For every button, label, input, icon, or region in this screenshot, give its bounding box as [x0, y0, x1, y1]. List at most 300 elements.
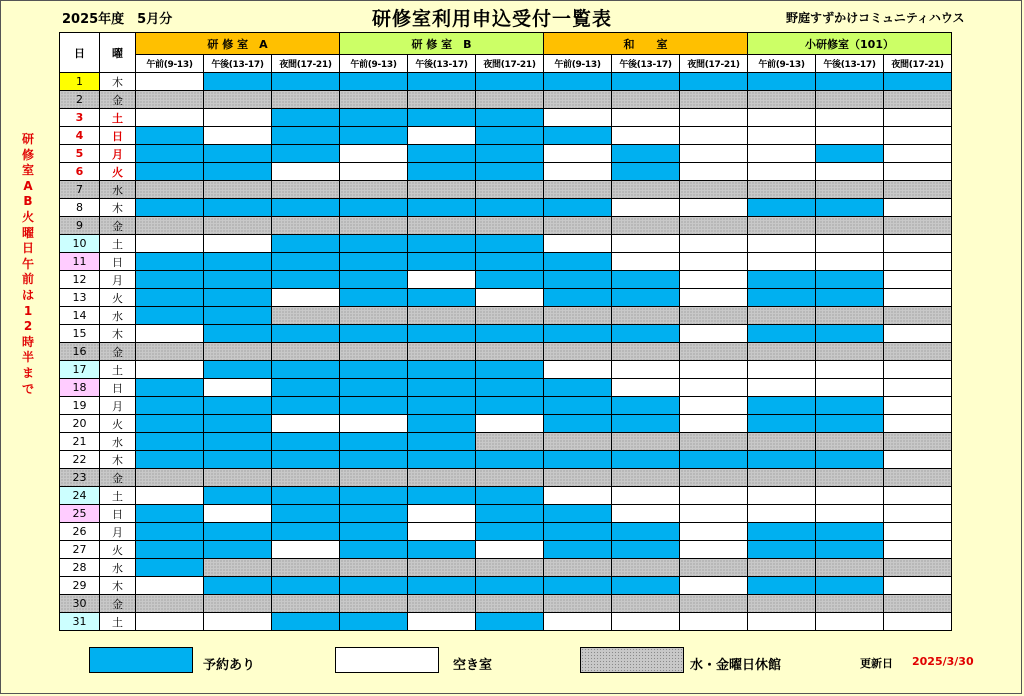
slot-cell: [748, 289, 816, 307]
day-cell: 3: [60, 109, 100, 127]
updated-label: 更新日: [860, 657, 893, 670]
table-row: [60, 595, 952, 613]
slot-cell: [204, 271, 272, 289]
slot-cell: [816, 73, 884, 91]
slot-cell: [816, 451, 884, 469]
slot-cell: [748, 451, 816, 469]
slot-cell: [816, 307, 884, 325]
slot-cell: [544, 181, 612, 199]
slot-cell: [680, 361, 748, 379]
slot-cell: [340, 271, 408, 289]
slot-cell: [204, 325, 272, 343]
slot-cell: [816, 559, 884, 577]
slot-cell: [408, 577, 476, 595]
slot-cell: [136, 361, 204, 379]
table-row: [60, 91, 952, 109]
slot-cell: [884, 433, 952, 451]
day-cell: 22: [60, 451, 100, 469]
weekday-cell: 火: [100, 541, 136, 559]
slot-cell: [476, 145, 544, 163]
slot-cell: [612, 415, 680, 433]
weekday-cell: 金: [100, 91, 136, 109]
weekday-cell: 水: [100, 181, 136, 199]
table-row: [60, 127, 952, 145]
slot-cell: [612, 469, 680, 487]
slot-cell: [680, 541, 748, 559]
weekday-cell: 木: [100, 451, 136, 469]
slot-cell: [544, 469, 612, 487]
slot-cell: [816, 145, 884, 163]
slot-cell: [204, 289, 272, 307]
day-cell: 21: [60, 433, 100, 451]
day-cell: 7: [60, 181, 100, 199]
weekday-cell: 木: [100, 199, 136, 217]
slot-cell: [816, 343, 884, 361]
day-cell: 25: [60, 505, 100, 523]
slot-cell: [544, 379, 612, 397]
legend-reserved-swatch: [89, 647, 193, 673]
slot-cell: [816, 541, 884, 559]
slot-cell: [816, 433, 884, 451]
slot-cell: [136, 145, 204, 163]
slot-cell: [272, 361, 340, 379]
slot-cell: [408, 109, 476, 127]
day-cell: 18: [60, 379, 100, 397]
slot-cell: [884, 235, 952, 253]
slot-cell: [544, 415, 612, 433]
slot-cell: [340, 487, 408, 505]
weekday-cell: 火: [100, 163, 136, 181]
slot-cell: [136, 415, 204, 433]
slot-cell: [136, 217, 204, 235]
slot-cell: [136, 559, 204, 577]
weekday-cell: 月: [100, 397, 136, 415]
weekday-cell: 水: [100, 559, 136, 577]
slot-cell: [816, 469, 884, 487]
slot-cell: [884, 361, 952, 379]
slot-cell: [748, 127, 816, 145]
slot-cell: [816, 379, 884, 397]
slot-cell: [408, 541, 476, 559]
page-title: 研修室利用申込受付一覧表: [372, 8, 613, 30]
day-cell: 1: [60, 73, 100, 91]
slot-cell: [544, 145, 612, 163]
slot-cell: [884, 325, 952, 343]
slot-cell: [544, 595, 612, 613]
slot-cell: [544, 541, 612, 559]
day-cell: 14: [60, 307, 100, 325]
slot-cell: [680, 199, 748, 217]
slot-cell: [204, 217, 272, 235]
slot-cell: [816, 127, 884, 145]
slot-cell: [748, 595, 816, 613]
slot-cell: [476, 523, 544, 541]
slot-cell: [204, 145, 272, 163]
slot-cell: [884, 271, 952, 289]
slot-cell: [272, 505, 340, 523]
slot-cell: [544, 289, 612, 307]
slot-cell: [612, 613, 680, 631]
slot-cell: [340, 217, 408, 235]
slot-cell: [612, 343, 680, 361]
table-row: [60, 163, 952, 181]
slot-cell: [136, 307, 204, 325]
slot-cell: [204, 235, 272, 253]
day-cell: 26: [60, 523, 100, 541]
table-row: [60, 307, 952, 325]
day-cell: 13: [60, 289, 100, 307]
slot-cell: [136, 343, 204, 361]
slot-cell: [272, 181, 340, 199]
slot-cell: [408, 415, 476, 433]
slot-cell: [340, 505, 408, 523]
slot-cell: [476, 163, 544, 181]
slot-cell: [680, 253, 748, 271]
legend-reserved-label: 予約あり: [203, 658, 256, 673]
slot-cell: [272, 145, 340, 163]
weekday-cell: 火: [100, 289, 136, 307]
slot-cell: [612, 307, 680, 325]
period-label: 2025年度 5月分: [62, 12, 173, 27]
slot-cell: [748, 469, 816, 487]
slot-cell: [816, 613, 884, 631]
legend-vacant-label: 空き室: [453, 658, 493, 673]
slot-cell: [884, 181, 952, 199]
table-row: [60, 73, 952, 91]
slot-cell: [408, 163, 476, 181]
slot-cell: [680, 469, 748, 487]
slot-header: 午後(13-17): [612, 55, 680, 73]
slot-cell: [340, 145, 408, 163]
slot-cell: [612, 109, 680, 127]
table-row: [60, 361, 952, 379]
slot-cell: [340, 235, 408, 253]
slot-cell: [272, 163, 340, 181]
slot-cell: [544, 235, 612, 253]
slot-cell: [204, 379, 272, 397]
weekday-cell: 土: [100, 109, 136, 127]
slot-cell: [204, 469, 272, 487]
weekday-cell: 火: [100, 415, 136, 433]
slot-cell: [544, 523, 612, 541]
slot-cell: [476, 487, 544, 505]
slot-cell: [816, 163, 884, 181]
slot-cell: [816, 577, 884, 595]
weekday-cell: 土: [100, 235, 136, 253]
slot-cell: [272, 325, 340, 343]
slot-cell: [204, 415, 272, 433]
slot-cell: [884, 127, 952, 145]
legend-closed-label: 水・金曜日休館: [690, 658, 782, 673]
day-cell: 24: [60, 487, 100, 505]
weekday-cell: 木: [100, 325, 136, 343]
day-column-header: 日: [60, 33, 100, 73]
slot-cell: [748, 325, 816, 343]
slot-cell: [612, 487, 680, 505]
slot-cell: [204, 433, 272, 451]
slot-cell: [272, 397, 340, 415]
slot-cell: [476, 289, 544, 307]
slot-cell: [408, 181, 476, 199]
slot-cell: [816, 415, 884, 433]
table-row: [60, 613, 952, 631]
slot-cell: [476, 307, 544, 325]
slot-cell: [204, 109, 272, 127]
slot-cell: [612, 505, 680, 523]
weekday-cell: 月: [100, 271, 136, 289]
slot-cell: [340, 541, 408, 559]
slot-cell: [544, 253, 612, 271]
slot-cell: [340, 361, 408, 379]
slot-cell: [408, 253, 476, 271]
slot-header: 午前(9-13): [748, 55, 816, 73]
slot-cell: [748, 379, 816, 397]
slot-cell: [408, 235, 476, 253]
slot-cell: [748, 217, 816, 235]
table-row: [60, 289, 952, 307]
slot-header: 午後(13-17): [204, 55, 272, 73]
slot-cell: [476, 613, 544, 631]
slot-cell: [884, 109, 952, 127]
slot-cell: [816, 181, 884, 199]
slot-cell: [204, 541, 272, 559]
slot-cell: [136, 91, 204, 109]
slot-cell: [340, 289, 408, 307]
slot-cell: [544, 433, 612, 451]
slot-cell: [136, 469, 204, 487]
slot-cell: [136, 127, 204, 145]
slot-cell: [476, 361, 544, 379]
slot-cell: [612, 253, 680, 271]
slot-header: 午後(13-17): [408, 55, 476, 73]
weekday-cell: 日: [100, 253, 136, 271]
slot-cell: [136, 577, 204, 595]
slot-cell: [476, 235, 544, 253]
slot-cell: [544, 343, 612, 361]
slot-cell: [884, 199, 952, 217]
slot-cell: [816, 595, 884, 613]
table-row: [60, 199, 952, 217]
day-cell: 11: [60, 253, 100, 271]
room-header-0: 研 修 室 A: [136, 33, 340, 55]
slot-cell: [408, 451, 476, 469]
table-row: [60, 343, 952, 361]
slot-cell: [816, 271, 884, 289]
slot-cell: [748, 163, 816, 181]
slot-cell: [272, 433, 340, 451]
slot-cell: [544, 307, 612, 325]
slot-cell: [408, 433, 476, 451]
slot-cell: [884, 451, 952, 469]
slot-cell: [340, 397, 408, 415]
slot-cell: [136, 199, 204, 217]
slot-cell: [612, 577, 680, 595]
slot-cell: [204, 91, 272, 109]
slot-cell: [340, 415, 408, 433]
slot-cell: [884, 469, 952, 487]
slot-cell: [748, 541, 816, 559]
slot-cell: [544, 271, 612, 289]
slot-cell: [272, 271, 340, 289]
slot-cell: [408, 505, 476, 523]
slot-cell: [748, 415, 816, 433]
weekday-cell: 土: [100, 487, 136, 505]
slot-cell: [272, 415, 340, 433]
slot-cell: [680, 379, 748, 397]
slot-cell: [272, 379, 340, 397]
day-cell: 15: [60, 325, 100, 343]
slot-cell: [544, 217, 612, 235]
slot-cell: [272, 343, 340, 361]
slot-cell: [408, 199, 476, 217]
slot-cell: [680, 343, 748, 361]
legend-closed-swatch: [580, 647, 684, 673]
slot-cell: [340, 379, 408, 397]
table-row: [60, 487, 952, 505]
slot-cell: [544, 361, 612, 379]
slot-cell: [612, 397, 680, 415]
slot-cell: [612, 559, 680, 577]
slot-cell: [340, 433, 408, 451]
slot-cell: [340, 73, 408, 91]
day-cell: 4: [60, 127, 100, 145]
slot-cell: [884, 217, 952, 235]
slot-cell: [408, 559, 476, 577]
slot-cell: [680, 217, 748, 235]
slot-cell: [884, 397, 952, 415]
slot-cell: [204, 127, 272, 145]
slot-cell: [476, 343, 544, 361]
slot-cell: [476, 91, 544, 109]
slot-cell: [748, 559, 816, 577]
slot-cell: [884, 91, 952, 109]
slot-cell: [884, 505, 952, 523]
slot-cell: [408, 343, 476, 361]
weekday-cell: 木: [100, 73, 136, 91]
slot-cell: [204, 595, 272, 613]
slot-cell: [680, 523, 748, 541]
slot-cell: [476, 109, 544, 127]
slot-cell: [748, 181, 816, 199]
weekday-cell: 日: [100, 127, 136, 145]
day-cell: 30: [60, 595, 100, 613]
slot-cell: [204, 307, 272, 325]
slot-cell: [204, 523, 272, 541]
slot-cell: [884, 595, 952, 613]
slot-cell: [136, 451, 204, 469]
slot-header: 夜間(17-21): [476, 55, 544, 73]
slot-cell: [884, 343, 952, 361]
slot-cell: [204, 73, 272, 91]
slot-cell: [884, 577, 952, 595]
slot-cell: [816, 199, 884, 217]
slot-cell: [612, 181, 680, 199]
slot-header: 夜間(17-21): [884, 55, 952, 73]
slot-cell: [680, 397, 748, 415]
slot-cell: [204, 397, 272, 415]
slot-cell: [816, 109, 884, 127]
day-cell: 17: [60, 361, 100, 379]
slot-cell: [272, 577, 340, 595]
slot-cell: [884, 379, 952, 397]
slot-cell: [544, 613, 612, 631]
slot-cell: [680, 289, 748, 307]
weekday-cell: 日: [100, 379, 136, 397]
slot-cell: [340, 559, 408, 577]
slot-cell: [476, 253, 544, 271]
slot-cell: [884, 541, 952, 559]
table-row: [60, 451, 952, 469]
slot-cell: [408, 145, 476, 163]
day-cell: 12: [60, 271, 100, 289]
slot-cell: [680, 505, 748, 523]
facility-name: 野庭すずかけコミュニティハウス: [786, 11, 965, 25]
slot-cell: [204, 559, 272, 577]
slot-cell: [136, 109, 204, 127]
slot-cell: [408, 379, 476, 397]
slot-cell: [544, 325, 612, 343]
slot-cell: [680, 451, 748, 469]
table-row: [60, 577, 952, 595]
slot-cell: [340, 127, 408, 145]
slot-cell: [408, 469, 476, 487]
slot-cell: [884, 487, 952, 505]
slot-cell: [476, 325, 544, 343]
slot-cell: [476, 181, 544, 199]
weekday-column-header: 曜: [100, 33, 136, 73]
day-cell: 6: [60, 163, 100, 181]
slot-cell: [272, 451, 340, 469]
slot-cell: [612, 433, 680, 451]
slot-cell: [884, 523, 952, 541]
slot-cell: [272, 541, 340, 559]
slot-cell: [272, 595, 340, 613]
slot-cell: [748, 307, 816, 325]
slot-cell: [272, 289, 340, 307]
day-cell: 9: [60, 217, 100, 235]
slot-cell: [136, 325, 204, 343]
slot-cell: [136, 271, 204, 289]
slot-cell: [748, 235, 816, 253]
slot-cell: [612, 271, 680, 289]
slot-cell: [136, 595, 204, 613]
slot-cell: [340, 91, 408, 109]
slot-cell: [272, 199, 340, 217]
slot-cell: [816, 91, 884, 109]
slot-cell: [680, 163, 748, 181]
slot-cell: [136, 253, 204, 271]
room-header-3: 小研修室（101）: [748, 33, 952, 55]
weekday-cell: 金: [100, 343, 136, 361]
slot-cell: [408, 289, 476, 307]
slot-cell: [544, 559, 612, 577]
slot-cell: [272, 235, 340, 253]
slot-cell: [476, 73, 544, 91]
slot-cell: [408, 271, 476, 289]
slot-cell: [204, 343, 272, 361]
table-row: [60, 397, 952, 415]
day-cell: 20: [60, 415, 100, 433]
slot-cell: [680, 433, 748, 451]
table-row: [60, 325, 952, 343]
slot-cell: [272, 127, 340, 145]
slot-cell: [816, 325, 884, 343]
slot-cell: [272, 523, 340, 541]
table-row: [60, 235, 952, 253]
table-row: [60, 541, 952, 559]
slot-cell: [340, 307, 408, 325]
slot-cell: [612, 451, 680, 469]
